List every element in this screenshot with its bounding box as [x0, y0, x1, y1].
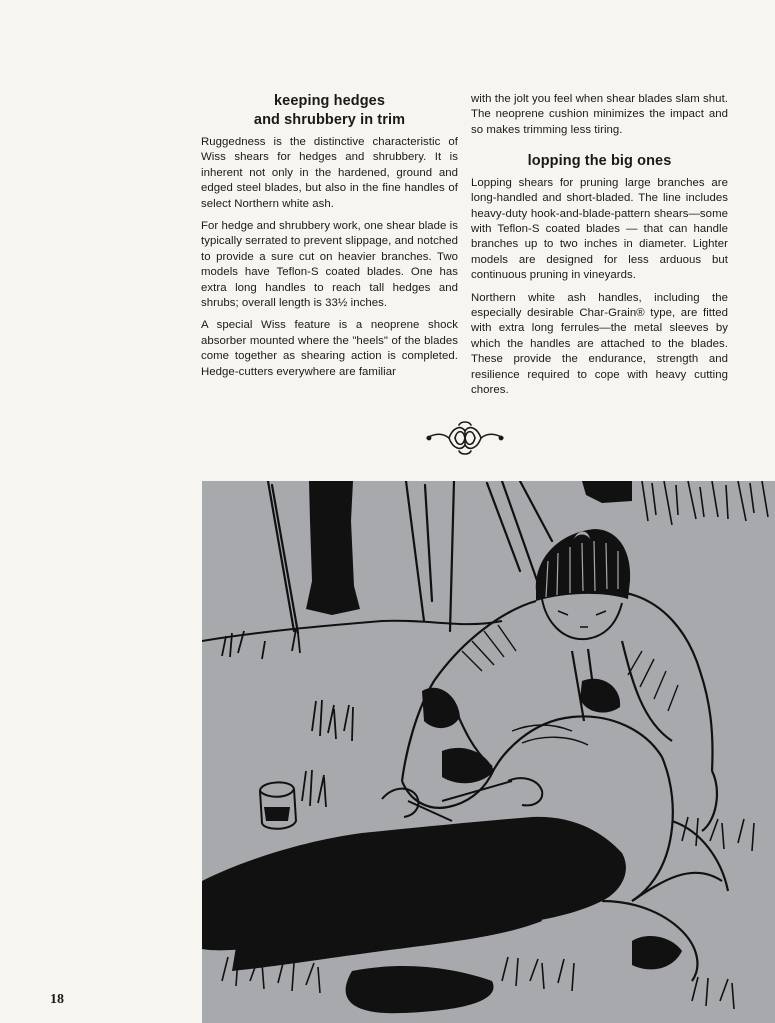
paragraph: For hedge and shrubbery work, one shear blade is typically serrated to prevent slippage, and notched to provide a sure cut on heavier branches. Two models have Teflon-S coated blades. One has extra long handles to reach tall hedges and shrubs; overall length is 33½ inches.	[201, 220, 458, 310]
left-column	[201, 92, 458, 387]
heading-keeping-hedges: keeping hedges and shrubbery in trim	[253, 93, 406, 128]
heading-lopping: lopping the big ones	[527, 153, 672, 170]
scroll-flourish-icon	[425, 417, 505, 459]
page-number: 18	[50, 992, 64, 1007]
paragraph: Northern white ash handles, including the especially desirable Char-Grain® type, are fitted with extra long ferrules—the metal sleeves by which the handles are attached to the blades. These provide the endurance, strength and resilience required to cope with heavy cutting chores.	[471, 291, 728, 396]
paragraph: Lopping shears for pruning large branches are long-handled and short-bladed. The line includes heavy-duty hook-and-blade-pattern shears—some with Teflon-S coated blades — that can handle branches up to two inches in diameter. Lighter models are designed for less arduous but continuous pruning in vineyards.	[471, 176, 728, 282]
paragraph: A special Wiss feature is a neoprene shock absorber mounted where the "heels" of the blades come together as shearing action is completed. Hedge-cutters everywhere are familiar	[201, 319, 458, 378]
ink-sketch-man-cutting-branch	[202, 481, 775, 1023]
paragraph: Ruggedness is the distinctive characteristic of Wiss shears for hedges and shrubbery. It is inherent not only in the hardened, ground and edged steel blades, but also in the fine handles of select Northern white ash.	[201, 136, 458, 210]
right-column	[471, 92, 728, 405]
paragraph-continuation: with the jolt you feel when shear blades slam shut. The neoprene cushion minimizes the impact and so makes trimming less tiring.	[471, 93, 728, 136]
illustration	[202, 481, 775, 1023]
